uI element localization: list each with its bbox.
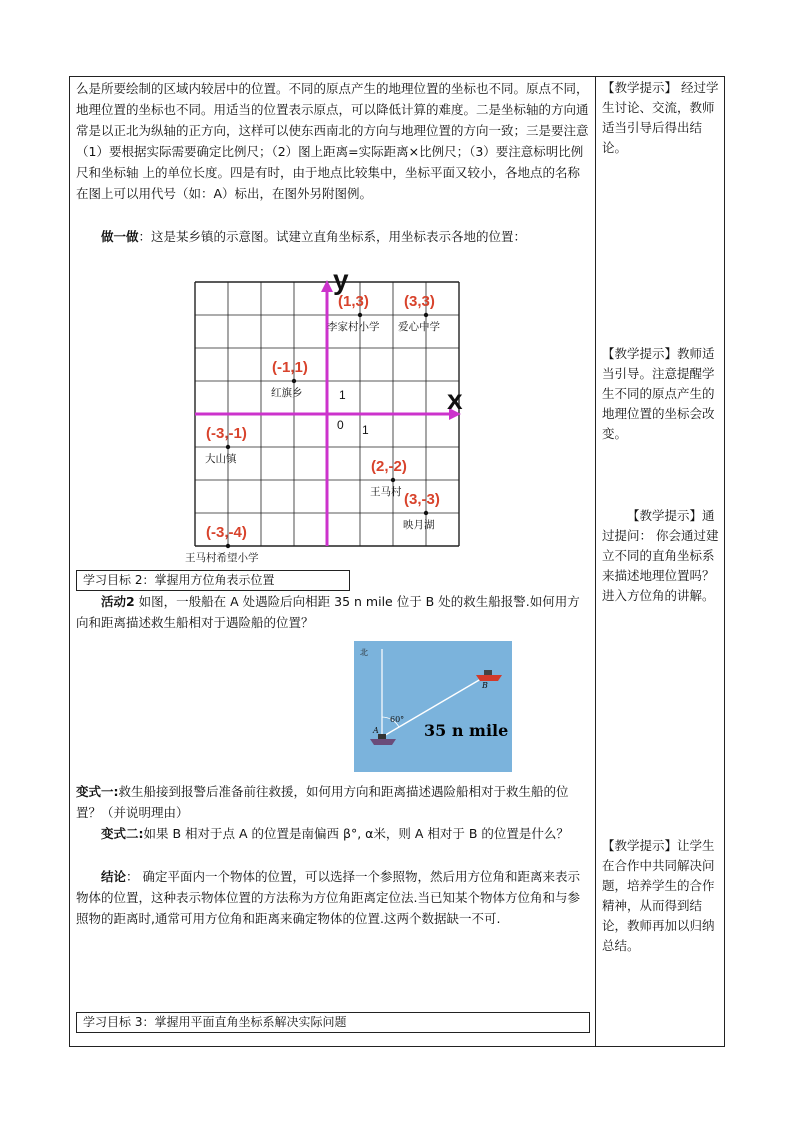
activity-2-label: 活动2 <box>101 594 135 609</box>
side-note-4: 【教学提示】让学生在合作中共同解决问题，培养学生的合作精神，从而得到结论，教师再加以归纳总结。 <box>602 838 715 953</box>
place-coordinate: (3,3) <box>404 293 435 310</box>
side-note-2: 【教学提示】教师适当引导。注意提醒学生不同的原点产生的地理位置的坐标会改变。 <box>602 346 715 441</box>
variant-1-label: 变式一: <box>76 784 119 799</box>
place-point <box>391 478 395 482</box>
place-name: 王马村 <box>370 486 402 498</box>
place-point <box>424 313 428 317</box>
side-note-3: 【教学提示】通过提问： 你会通过建立不同的直角坐标系来描述地理位置吗？进入方位角的讲解。 <box>602 508 719 603</box>
activity-2 <box>76 591 590 633</box>
place-point <box>424 511 428 515</box>
variant-1-text: 救生船接到报警后准备前往救援，如何用方向和距离描述遇险船相对于救生船的位置？（并说明理由） <box>76 784 569 820</box>
place-coordinate: (3,-3) <box>404 491 440 508</box>
point-a-label: A <box>373 726 379 735</box>
variant-2-label: 变式二: <box>101 826 144 841</box>
zuoyizuo-line <box>76 226 590 247</box>
place-point <box>226 544 230 548</box>
ship-diagram <box>354 641 512 772</box>
place-coordinate: (1,3) <box>338 293 369 310</box>
variant-2-text: 如果 B 相对于点 A 的位置是南偏西 β°, α米，则 A 相对于 B 的位置是什么？ <box>143 826 569 841</box>
rescue-ship-icon <box>476 670 502 681</box>
place-name: 李家村小学 <box>327 321 380 333</box>
north-label: 北 <box>360 648 368 657</box>
place-point <box>358 313 362 317</box>
zuoyizuo-text: ：这是某乡镇的示意图。试建立直角坐标系，用坐标表示各地的位置： <box>138 229 527 244</box>
conclusion-text: ： 确定平面内一个物体的位置，可以选择一个参照物，然后用方位角和距离来表示物体的位置，这种表示物体位置的方法称为方位角距离定位法.当已知某个物体方位角和与参照物的距离时,通常可用方位角和距离来确定物体的位置.这两个数据缺一不可. <box>76 869 580 926</box>
x-tick-label: 1 <box>362 423 369 437</box>
intro-paragraph: 么是所要绘制的区域内较居中的位置。不同的原点产生的地理位置的坐标也不同。原点不同，地理位置的坐标也不同。用适当的位置表示原点，可以降低计算的难度。二是坐标轴的方向通常是以正北为纵轴的正方向，这样可以使东西南北的方向与地理位置的方向一致；三是要注意（1）要根据实际需要确定比例尺；（2）图上距离=实际距离×比例尺；（3）要注意标明比例尺和坐标轴 上的单位长度。四是有时，由于地点比较集中，坐标平面又较小，各地点的名称在图上可以用代号（如：A）标出，在图外另附图例。 <box>76 81 589 201</box>
goal-2-box: 学习目标 2：掌握用方位角表示位置 <box>76 570 350 591</box>
conclusion-label: 结论 <box>101 869 127 884</box>
place-name: 爱心中学 <box>398 321 440 333</box>
angle-label: 60° <box>390 715 405 724</box>
place-coordinate: (-3,-1) <box>206 425 247 442</box>
zuoyizuo-label: 做一做 <box>101 229 139 244</box>
distance-label: 35 n mile <box>424 721 509 740</box>
ship-figure <box>354 641 512 772</box>
place-point <box>226 445 230 449</box>
place-name: 大山镇 <box>205 453 237 465</box>
y-axis-label: y <box>333 264 349 295</box>
activity-2-text: 如图，一般船在 A 处遇险后向相距 35 n mile 位于 B 处的救生船报警.如何用方向和距离描述救生船相对于遇险船的位置？ <box>76 594 580 630</box>
origin-label: 0 <box>337 418 344 432</box>
goal-3-wrap <box>76 1012 590 1033</box>
place-name: 映月湖 <box>403 519 435 531</box>
x-axis-label: x <box>447 384 463 415</box>
goal-3-box: 学习目标 3：掌握用平面直角坐标系解决实际问题 <box>76 1012 590 1033</box>
main-column <box>76 78 590 247</box>
point-b-label: B <box>482 681 488 690</box>
place-point <box>292 379 296 383</box>
coordinate-map <box>185 264 463 564</box>
place-coordinate: (-3,-4) <box>206 524 247 541</box>
main-column-lower <box>76 570 590 633</box>
main-column-bottom <box>76 781 590 929</box>
place-coordinate: (2,-2) <box>371 458 407 475</box>
place-name: 红旗乡 <box>271 387 303 399</box>
place-coordinate: (-1,1) <box>272 359 308 376</box>
variant-1 <box>76 781 590 823</box>
place-name: 王马村希望小学 <box>185 552 259 564</box>
conclusion <box>76 866 590 929</box>
variant-2 <box>76 823 590 844</box>
side-note-1: 【教学提示】 经过学生讨论、交流，教师适当引导后得出结论。 <box>602 80 719 155</box>
y-tick-label: 1 <box>339 388 346 402</box>
column-divider <box>595 76 596 1047</box>
distressed-ship-icon <box>370 734 396 745</box>
